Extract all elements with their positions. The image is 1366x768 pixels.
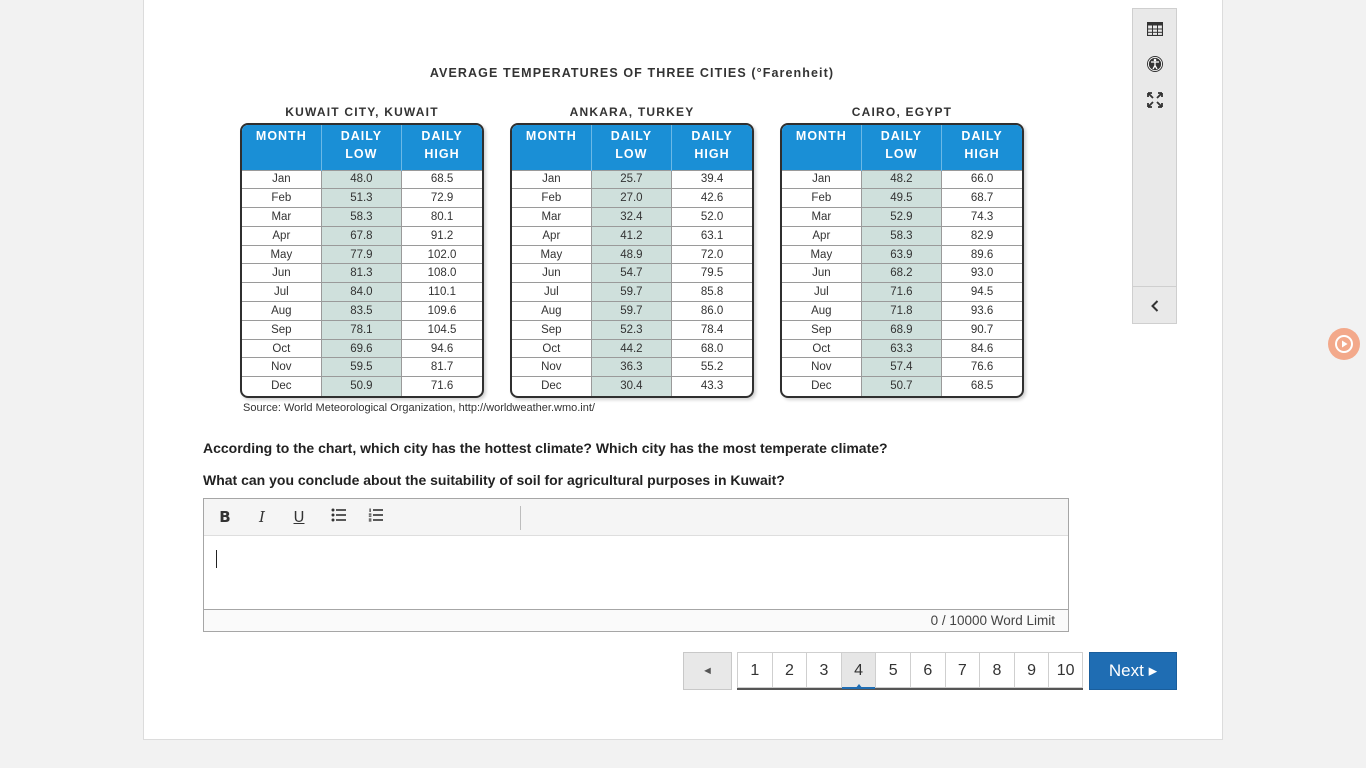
low-cell: 71.8 [861, 302, 941, 321]
low-cell: 49.5 [861, 189, 941, 208]
page-button-10[interactable]: 10 [1048, 652, 1083, 688]
word-count: 0 / 10000 Word Limit [204, 609, 1068, 631]
video-play-icon [1334, 334, 1354, 354]
high-cell: 74.3 [942, 208, 1022, 227]
table-row [512, 170, 752, 189]
table-row [782, 283, 1022, 302]
page-navigation [737, 652, 1083, 690]
month-cell: Jan [512, 170, 591, 189]
daily-high-header [672, 125, 752, 170]
low-cell: 58.3 [321, 208, 401, 227]
high-cell: 72.9 [402, 189, 482, 208]
low-cell: 41.2 [591, 226, 671, 245]
month-cell: Oct [512, 339, 591, 358]
header-text: DAILY [421, 129, 463, 143]
media-assist-button[interactable] [1328, 328, 1360, 360]
daily-low-header [591, 125, 671, 170]
month-cell: Oct [242, 339, 321, 358]
daily-low-header [861, 125, 941, 170]
high-cell: 108.0 [402, 264, 482, 283]
high-cell: 86.0 [672, 302, 752, 321]
high-cell: 68.5 [942, 377, 1022, 396]
high-cell: 81.7 [402, 358, 482, 377]
table-row [782, 339, 1022, 358]
low-cell: 50.7 [861, 377, 941, 396]
low-cell: 59.7 [591, 302, 671, 321]
header-text: MONTH [795, 129, 847, 143]
table-row [242, 226, 482, 245]
high-cell: 89.6 [942, 245, 1022, 264]
table-row [242, 208, 482, 227]
table-row [782, 245, 1022, 264]
low-cell: 44.2 [591, 339, 671, 358]
month-cell: Dec [512, 377, 591, 396]
month-cell: Nov [242, 358, 321, 377]
month-cell: May [782, 245, 861, 264]
low-cell: 59.5 [321, 358, 401, 377]
city-name: ANKARA, TURKEY [569, 105, 695, 119]
high-cell: 94.5 [942, 283, 1022, 302]
table-row [242, 377, 482, 396]
fullscreen-button[interactable] [1133, 82, 1176, 118]
low-cell: 83.5 [321, 302, 401, 321]
header-text: LOW [345, 147, 378, 161]
high-cell: 68.0 [672, 339, 752, 358]
high-cell: 68.7 [942, 189, 1022, 208]
underline-button[interactable]: U [286, 505, 312, 529]
high-cell: 39.4 [672, 170, 752, 189]
table-row [512, 208, 752, 227]
low-cell: 30.4 [591, 377, 671, 396]
table-row [242, 170, 482, 189]
chevron-left-icon [1150, 300, 1160, 312]
month-cell: May [242, 245, 321, 264]
high-cell: 91.2 [402, 226, 482, 245]
table-row [512, 358, 752, 377]
low-cell: 68.9 [861, 320, 941, 339]
table-row [512, 264, 752, 283]
high-cell: 110.1 [402, 283, 482, 302]
city-block [780, 103, 1024, 398]
temperature-table [780, 123, 1024, 398]
month-cell: Jun [782, 264, 861, 283]
month-cell: Sep [512, 320, 591, 339]
month-cell: Jun [512, 264, 591, 283]
numbered-list-icon [368, 508, 384, 522]
city-name: KUWAIT CITY, KUWAIT [285, 105, 439, 119]
bold-button[interactable]: B [212, 505, 238, 529]
month-cell: Aug [512, 302, 591, 321]
high-cell: 68.5 [402, 170, 482, 189]
high-cell: 52.0 [672, 208, 752, 227]
low-cell: 50.9 [321, 377, 401, 396]
table-row [242, 189, 482, 208]
calculator-icon [1147, 22, 1163, 36]
high-cell: 85.8 [672, 283, 752, 302]
page-button-2[interactable]: 2 [772, 652, 807, 688]
bullet-list-icon [331, 508, 347, 522]
month-cell: Jul [782, 283, 861, 302]
header-text: MONTH [255, 129, 307, 143]
table-row [242, 264, 482, 283]
answer-textarea[interactable] [204, 536, 1068, 609]
month-cell: Apr [782, 226, 861, 245]
page-button-5[interactable]: 5 [875, 652, 910, 688]
month-cell: Mar [512, 208, 591, 227]
month-cell: Jan [782, 170, 861, 189]
high-cell: 66.0 [942, 170, 1022, 189]
month-cell: Nov [782, 358, 861, 377]
month-header [512, 125, 591, 170]
question-1: According to the chart, which city has the hottest climate? Which city has the most temperate climate? [203, 440, 888, 456]
table-row [512, 302, 752, 321]
month-cell: Mar [782, 208, 861, 227]
month-cell: Mar [242, 208, 321, 227]
month-cell: Dec [782, 377, 861, 396]
month-cell: Jan [242, 170, 321, 189]
table-row [782, 170, 1022, 189]
daily-high-header [402, 125, 482, 170]
high-cell: 42.6 [672, 189, 752, 208]
table-row [512, 189, 752, 208]
header-text: DAILY [691, 129, 733, 143]
month-cell: Aug [782, 302, 861, 321]
city-block [240, 103, 484, 398]
high-cell: 63.1 [672, 226, 752, 245]
high-cell: 104.5 [402, 320, 482, 339]
low-cell: 27.0 [591, 189, 671, 208]
low-cell: 84.0 [321, 283, 401, 302]
high-cell: 102.0 [402, 245, 482, 264]
bullet-list-button[interactable] [326, 505, 352, 529]
side-toolbar-divider [1133, 286, 1176, 287]
low-cell: 59.7 [591, 283, 671, 302]
month-cell: Oct [782, 339, 861, 358]
table-row [242, 320, 482, 339]
month-cell: Apr [242, 226, 321, 245]
table-row [782, 264, 1022, 283]
header-text: HIGH [424, 147, 460, 161]
low-cell: 52.3 [591, 320, 671, 339]
page-button-6[interactable]: 6 [910, 652, 945, 688]
fullscreen-icon [1147, 92, 1163, 108]
month-header [242, 125, 321, 170]
header-text: DAILY [961, 129, 1003, 143]
month-cell: Aug [242, 302, 321, 321]
header-text: LOW [885, 147, 918, 161]
table-row [242, 283, 482, 302]
table-row [242, 302, 482, 321]
high-cell: 93.6 [942, 302, 1022, 321]
page-button-3[interactable]: 3 [806, 652, 841, 688]
low-cell: 63.9 [861, 245, 941, 264]
low-cell: 78.1 [321, 320, 401, 339]
month-cell: Sep [242, 320, 321, 339]
text-caret [216, 550, 217, 568]
daily-high-header [942, 125, 1022, 170]
answer-editor [203, 498, 1069, 632]
high-cell: 109.6 [402, 302, 482, 321]
low-cell: 51.3 [321, 189, 401, 208]
month-cell: Jun [242, 264, 321, 283]
table-row [512, 320, 752, 339]
table-row [782, 320, 1022, 339]
low-cell: 81.3 [321, 264, 401, 283]
low-cell: 69.6 [321, 339, 401, 358]
table-row [782, 226, 1022, 245]
low-cell: 48.9 [591, 245, 671, 264]
high-cell: 80.1 [402, 208, 482, 227]
table-row [512, 283, 752, 302]
temperature-table [240, 123, 484, 398]
high-cell: 78.4 [672, 320, 752, 339]
header-text: DAILY [340, 129, 383, 143]
low-cell: 54.7 [591, 264, 671, 283]
high-cell: 72.0 [672, 245, 752, 264]
high-cell: 79.5 [672, 264, 752, 283]
table-row [782, 302, 1022, 321]
low-cell: 48.0 [321, 170, 401, 189]
table-row [242, 358, 482, 377]
header-text: DAILY [610, 129, 653, 143]
city-block [510, 103, 754, 398]
numbered-list-button[interactable] [363, 505, 389, 529]
high-cell: 94.6 [402, 339, 482, 358]
low-cell: 36.3 [591, 358, 671, 377]
table-row [782, 208, 1022, 227]
low-cell: 58.3 [861, 226, 941, 245]
low-cell: 63.3 [861, 339, 941, 358]
table-row [512, 377, 752, 396]
calculator-button[interactable] [1133, 11, 1176, 47]
page-button-4[interactable]: 4 [841, 652, 876, 688]
high-cell: 43.3 [672, 377, 752, 396]
page-button-1[interactable]: 1 [737, 652, 772, 688]
low-cell: 32.4 [591, 208, 671, 227]
page-button-8[interactable]: 8 [979, 652, 1014, 688]
accessibility-button[interactable] [1133, 46, 1176, 82]
low-cell: 52.9 [861, 208, 941, 227]
header-text: HIGH [964, 147, 1000, 161]
table-row [782, 377, 1022, 396]
low-cell: 25.7 [591, 170, 671, 189]
accessibility-icon [1146, 55, 1164, 73]
header-text: LOW [615, 147, 648, 161]
table-row [242, 339, 482, 358]
header-text: HIGH [694, 147, 730, 161]
italic-button[interactable]: I [249, 505, 275, 529]
low-cell: 67.8 [321, 226, 401, 245]
table-row [782, 189, 1022, 208]
page-button-7[interactable]: 7 [945, 652, 980, 688]
low-cell: 77.9 [321, 245, 401, 264]
table-row [242, 245, 482, 264]
month-header [782, 125, 861, 170]
high-cell: 84.6 [942, 339, 1022, 358]
table-row [512, 226, 752, 245]
month-cell: Jul [512, 283, 591, 302]
high-cell: 71.6 [402, 377, 482, 396]
previous-button[interactable]: ◄ [683, 652, 732, 690]
high-cell: 76.6 [942, 358, 1022, 377]
month-cell: Jul [242, 283, 321, 302]
month-cell: Sep [782, 320, 861, 339]
city-name: CAIRO, EGYPT [851, 105, 953, 119]
high-cell: 93.0 [942, 264, 1022, 283]
figure-title: AVERAGE TEMPERATURES OF THREE CITIES (°Farenheit) [429, 66, 835, 80]
month-cell: Feb [512, 189, 591, 208]
month-cell: May [512, 245, 591, 264]
month-cell: Feb [242, 189, 321, 208]
high-cell: 82.9 [942, 226, 1022, 245]
collapse-toolbar-button[interactable] [1133, 288, 1176, 324]
low-cell: 57.4 [861, 358, 941, 377]
header-text: MONTH [525, 129, 577, 143]
daily-low-header [321, 125, 401, 170]
table-row [512, 245, 752, 264]
low-cell: 71.6 [861, 283, 941, 302]
month-cell: Feb [782, 189, 861, 208]
header-text: DAILY [880, 129, 923, 143]
source-note: Source: World Meteorological Organization, http://worldweather.wmo.int/ [243, 402, 595, 414]
next-button[interactable]: Next ▸ [1089, 652, 1177, 690]
low-cell: 68.2 [861, 264, 941, 283]
side-toolbar [1132, 8, 1177, 324]
table-row [782, 358, 1022, 377]
page-button-9[interactable]: 9 [1014, 652, 1049, 688]
low-cell: 48.2 [861, 170, 941, 189]
month-cell: Apr [512, 226, 591, 245]
high-cell: 55.2 [672, 358, 752, 377]
toolbar-separator [520, 506, 521, 530]
month-cell: Nov [512, 358, 591, 377]
high-cell: 90.7 [942, 320, 1022, 339]
editor-toolbar [204, 499, 1068, 536]
temperature-table [510, 123, 754, 398]
question-2: What can you conclude about the suitability of soil for agricultural purposes in Kuwait? [203, 472, 785, 488]
month-cell: Dec [242, 377, 321, 396]
table-row [512, 339, 752, 358]
